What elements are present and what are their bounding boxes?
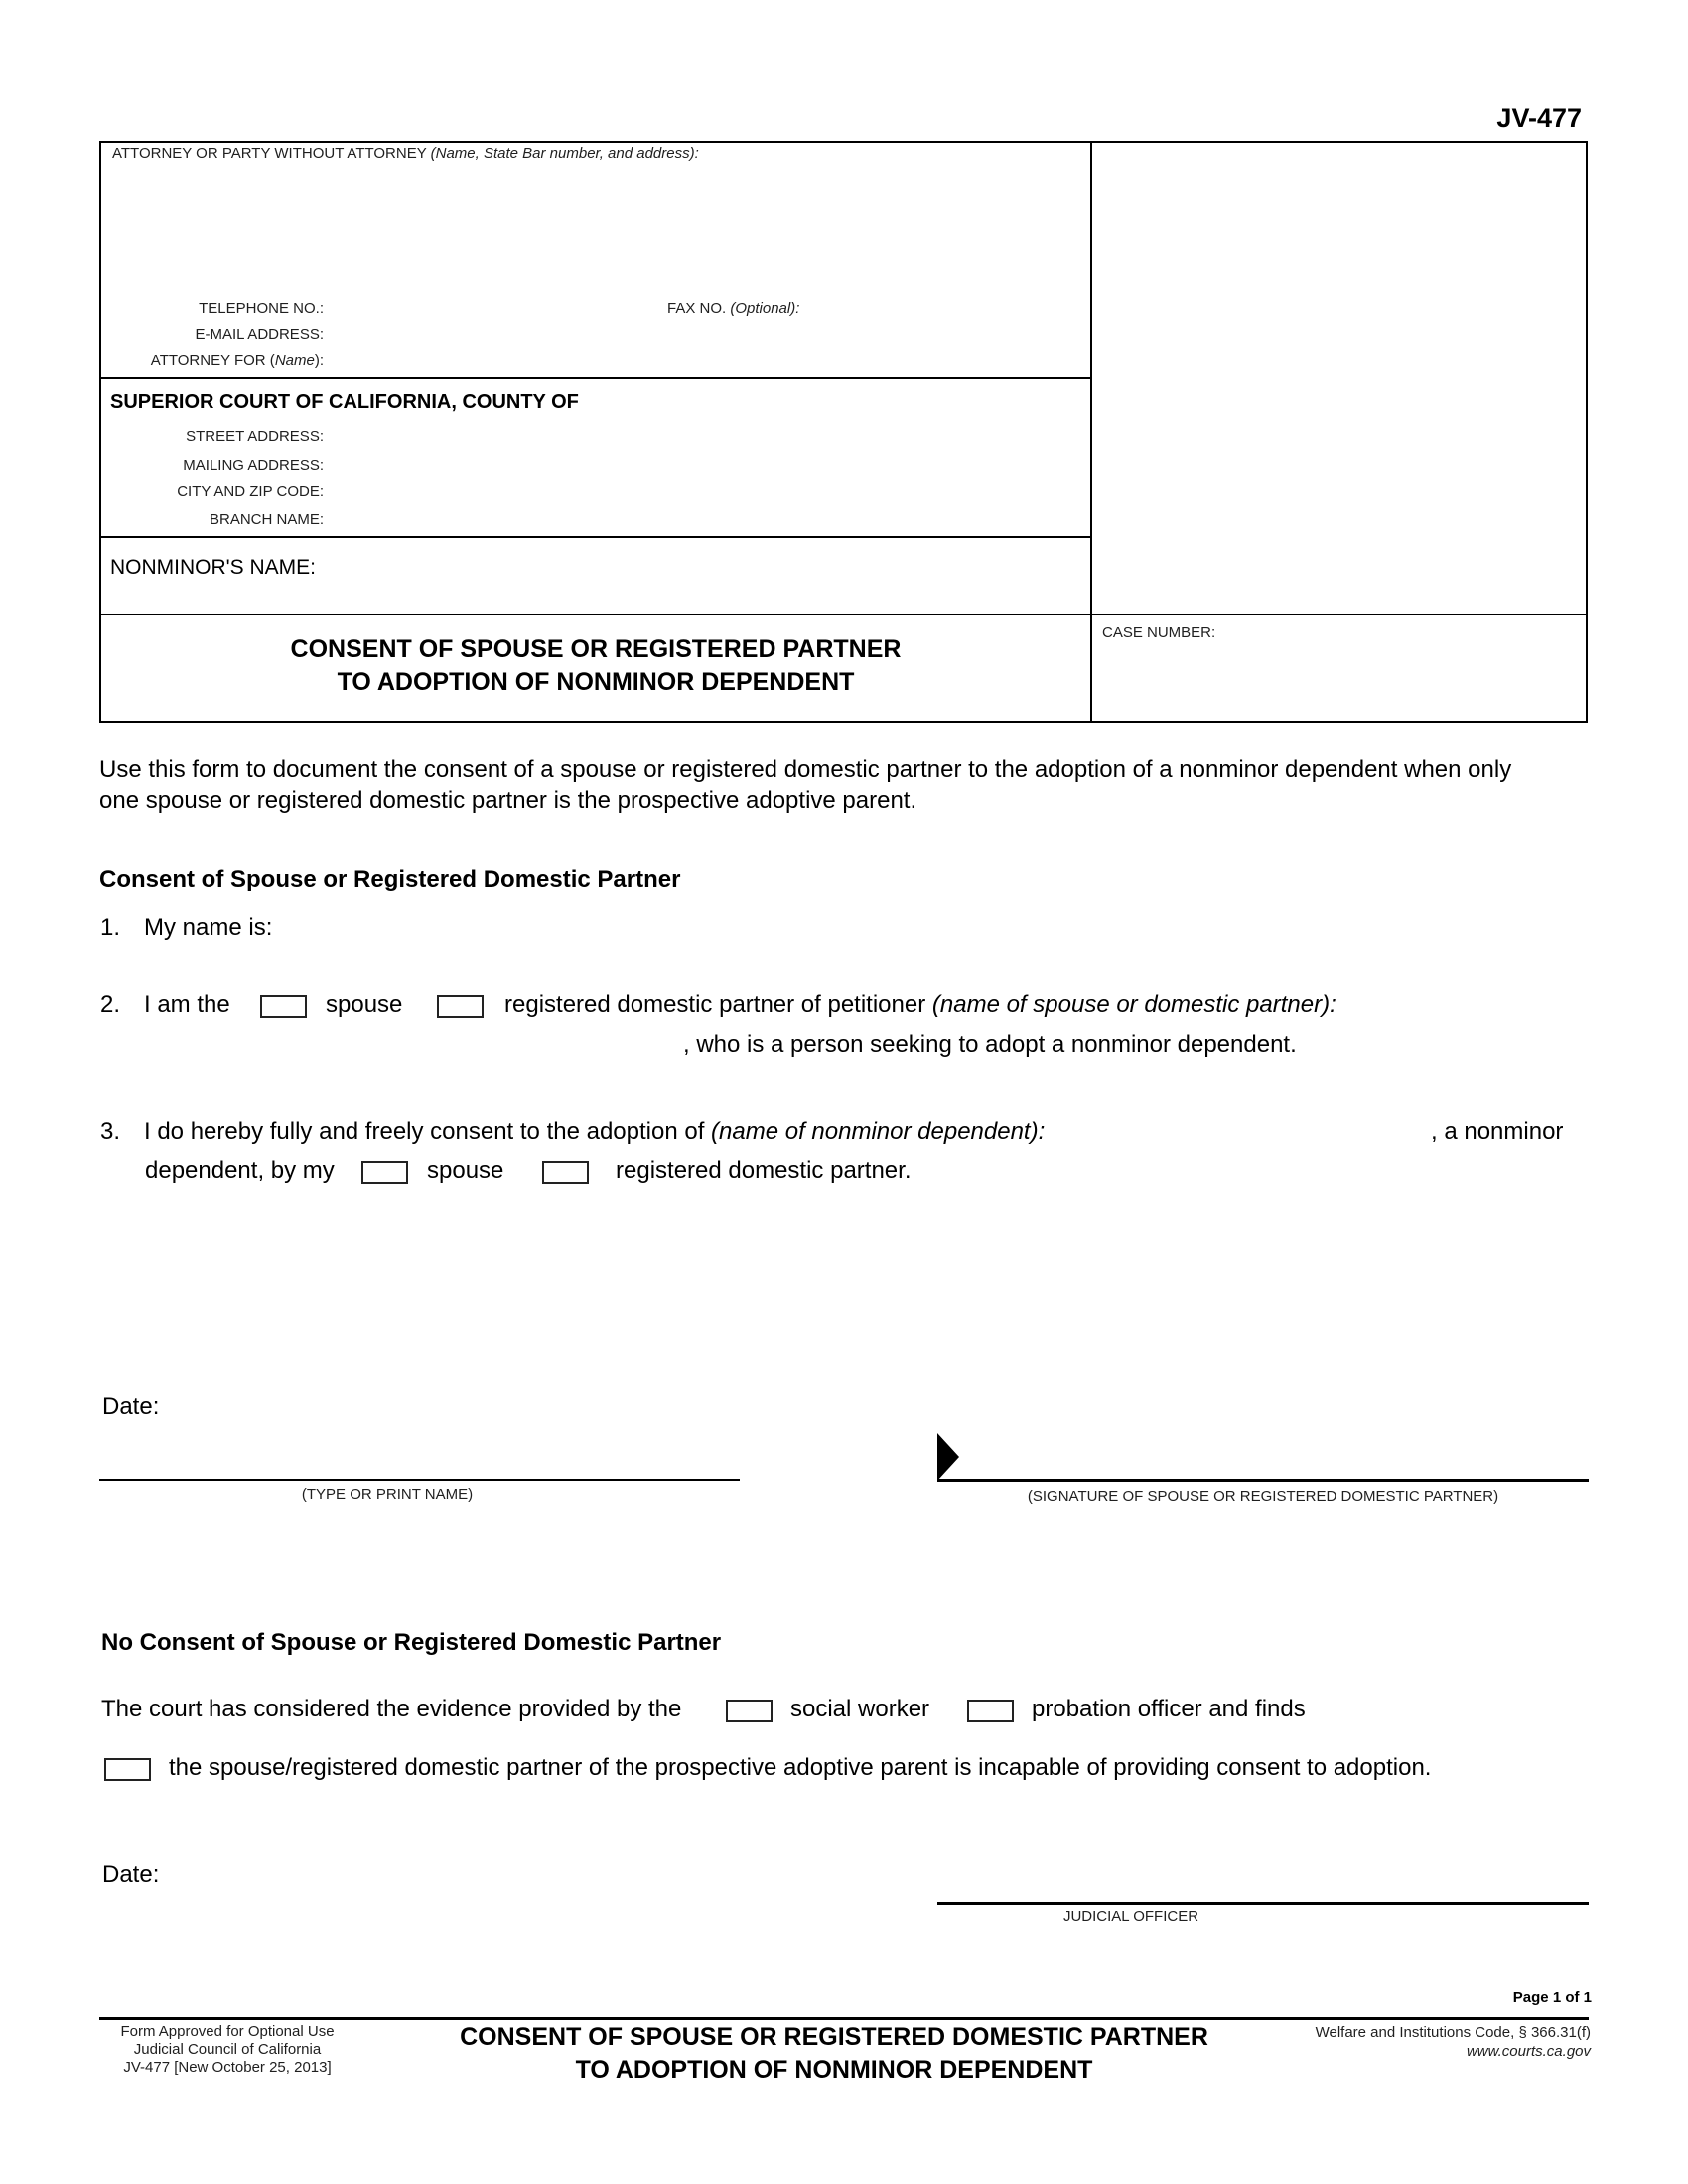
page-indicator: Page 1 of 1	[1512, 1989, 1592, 2006]
intro-text	[99, 754, 1511, 816]
form-number: JV-477	[1496, 103, 1582, 133]
caption-divider-2	[99, 536, 1092, 538]
item-2-lead: I am the	[144, 991, 230, 1018]
item-2-number: 2.	[100, 991, 121, 1018]
probation-officer-label: probation officer and finds	[1032, 1696, 1306, 1722]
item-3-spouse-label: spouse	[427, 1158, 504, 1184]
item-3-continuation: dependent, by my	[145, 1158, 335, 1184]
incapable-finding-text: the spouse/registered domestic partner of the prospective adoptive parent is incapable of providing consent to adoption.	[169, 1754, 1432, 1781]
item-2-spouse-label: spouse	[326, 991, 403, 1018]
consent-date-label: Date:	[102, 1393, 160, 1420]
footer-title-line-1: CONSENT OF SPOUSE OR REGISTERED DOMESTIC PARTNER	[460, 2023, 1208, 2051]
mailing-address-label: MAILING ADDRESS:	[183, 457, 324, 474]
judicial-officer-caption: JUDICIAL OFFICER	[1062, 1908, 1199, 1925]
caption-divider-3	[99, 614, 1588, 615]
fax-label: FAX NO. (Optional):	[667, 300, 800, 317]
caption-divider-1	[99, 377, 1092, 379]
consent-heading: Consent of Spouse or Registered Domestic Partner	[99, 866, 681, 892]
form-title-line-1: CONSENT OF SPOUSE OR REGISTERED PARTNER	[290, 635, 902, 663]
item-3-tail: , a nonminor	[1431, 1118, 1564, 1145]
social-worker-label: social worker	[790, 1696, 930, 1722]
item-1-number: 1.	[100, 914, 121, 941]
print-name-caption: (TYPE OR PRINT NAME)	[301, 1486, 474, 1503]
item-2-partner-label: registered domestic partner of petitioner (name of spouse or domestic partner):	[504, 991, 1336, 1018]
item-3-spouse-checkbox[interactable]	[361, 1161, 408, 1184]
social-worker-checkbox[interactable]	[726, 1700, 773, 1722]
case-number-label: CASE NUMBER:	[1102, 624, 1216, 641]
intro-line-2: one spouse or registered domestic partner is the prospective adoptive parent.	[99, 787, 917, 814]
print-name-line[interactable]	[99, 1479, 740, 1481]
incapable-finding-checkbox[interactable]	[104, 1758, 151, 1781]
branch-name-label: BRANCH NAME:	[209, 511, 324, 528]
footer-code-text: Welfare and Institutions Code, § 366.31(f)	[1315, 2024, 1591, 2041]
no-consent-heading: No Consent of Spouse or Registered Domestic Partner	[101, 1629, 722, 1656]
form-title	[99, 633, 1092, 699]
form-title-line-2: TO ADOPTION OF NONMINOR DEPENDENT	[337, 668, 855, 696]
intro-line-1: Use this form to document the consent of a spouse or registered domestic partner to the adoption of a nonminor dependent when only	[99, 756, 1512, 783]
footer-approval	[99, 2023, 355, 2077]
no-consent-lead: The court has considered the evidence provided by the	[101, 1696, 682, 1722]
item-2-continuation: , who is a person seeking to adopt a nonminor dependent.	[683, 1031, 1297, 1058]
item-1-text: My name is:	[144, 914, 273, 941]
signature-arrow-icon	[937, 1433, 959, 1481]
attorney-label: ATTORNEY OR PARTY WITHOUT ATTORNEY (Name, State Bar number, and address):	[112, 145, 699, 162]
footer-code	[1316, 2023, 1591, 2061]
no-consent-date-label: Date:	[102, 1861, 160, 1888]
telephone-label: TELEPHONE NO.:	[199, 300, 324, 317]
item-3-lead: I do hereby fully and freely consent to the adoption of (name of nonminor dependent):	[144, 1118, 1046, 1145]
signature-line[interactable]	[937, 1479, 1589, 1482]
item-2-partner-checkbox[interactable]	[437, 995, 484, 1018]
item-3-number: 3.	[100, 1118, 121, 1145]
nonminor-name-label: NONMINOR'S NAME:	[110, 556, 317, 579]
probation-officer-checkbox[interactable]	[967, 1700, 1014, 1722]
email-label: E-MAIL ADDRESS:	[195, 326, 324, 342]
judicial-officer-line[interactable]	[937, 1902, 1589, 1905]
footer-title	[397, 2021, 1271, 2087]
signature-caption: (SIGNATURE OF SPOUSE OR REGISTERED DOMESTIC PARTNER)	[1027, 1488, 1499, 1505]
footer-approval-line-1: Form Approved for Optional Use	[120, 2023, 335, 2040]
footer-approval-line-2: Judicial Council of California	[133, 2041, 322, 2058]
footer-website-link[interactable]: www.courts.ca.gov	[1466, 2043, 1591, 2060]
city-zip-label: CITY AND ZIP CODE:	[177, 483, 324, 500]
attorney-for-label: ATTORNEY FOR (Name):	[150, 352, 324, 369]
item-3-partner-checkbox[interactable]	[542, 1161, 589, 1184]
footer-title-line-2: TO ADOPTION OF NONMINOR DEPENDENT	[575, 2056, 1093, 2084]
footer-rule	[99, 2017, 1589, 2020]
item-2-spouse-checkbox[interactable]	[260, 995, 307, 1018]
street-address-label: STREET ADDRESS:	[186, 428, 324, 445]
court-heading: SUPERIOR COURT OF CALIFORNIA, COUNTY OF	[110, 391, 579, 413]
item-3-partner-label: registered domestic partner.	[616, 1158, 912, 1184]
footer-approval-line-3: JV-477 [New October 25, 2013]	[123, 2059, 332, 2076]
